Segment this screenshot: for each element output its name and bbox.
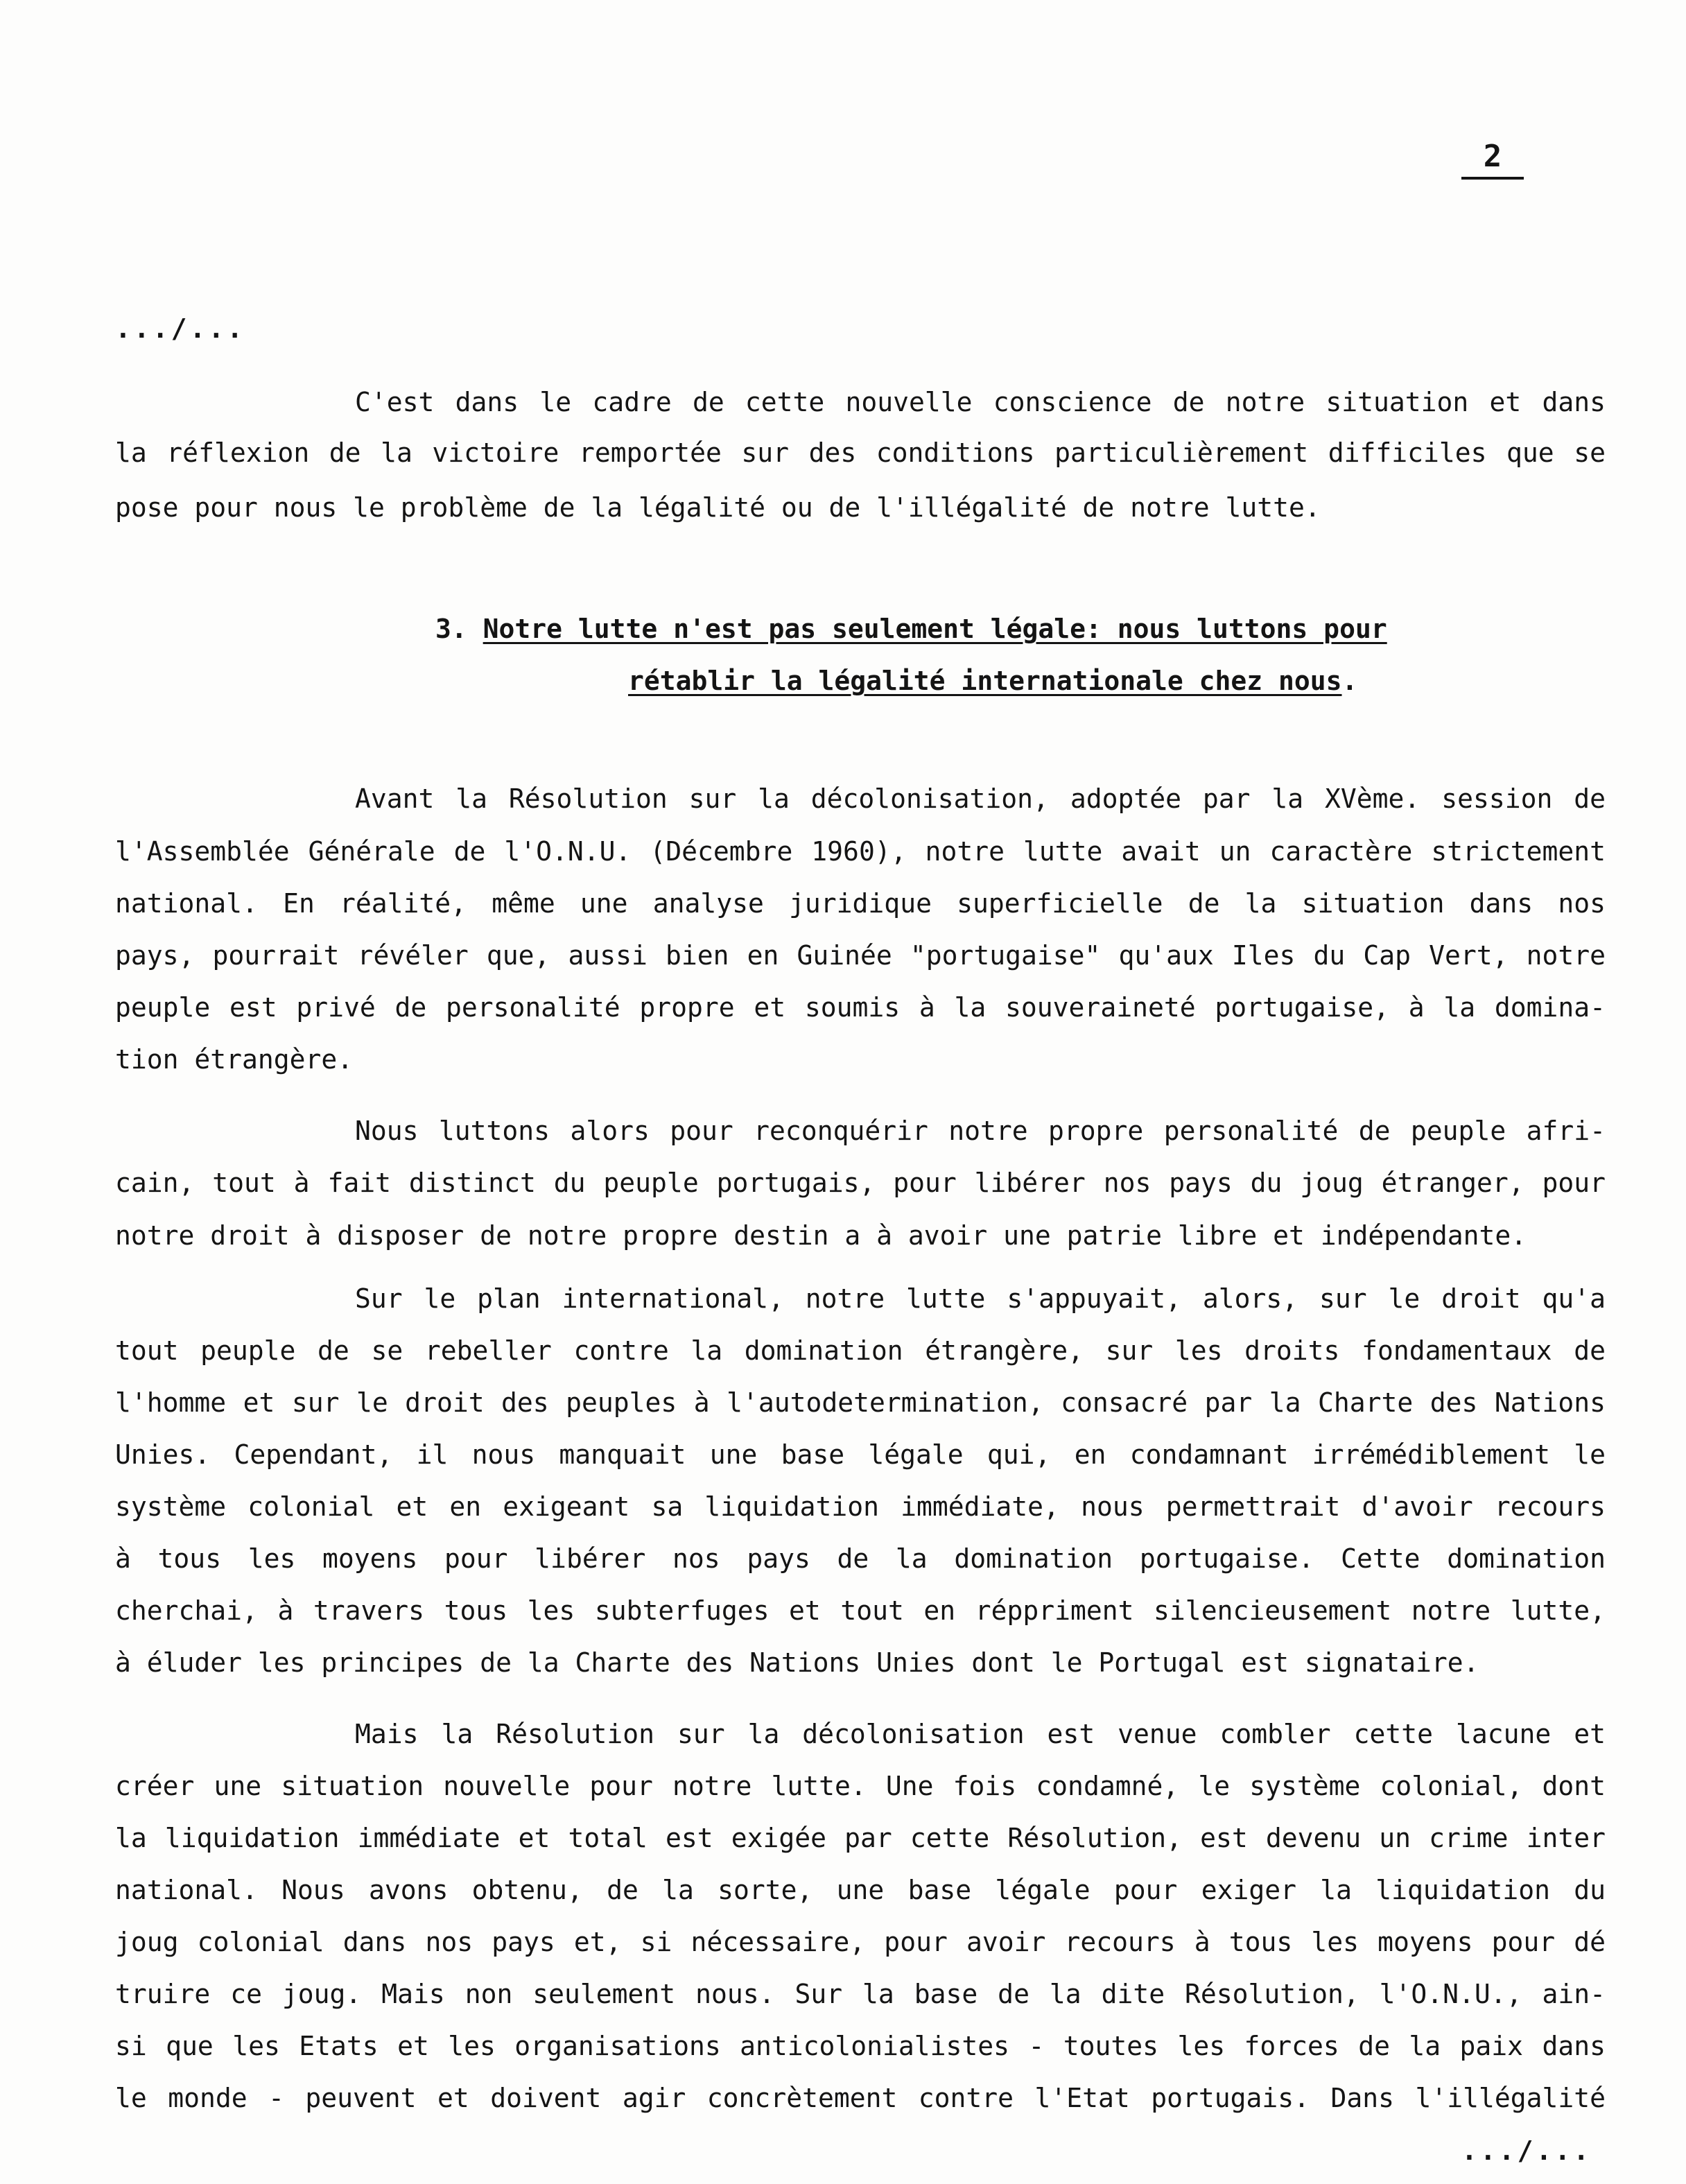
section-heading-line-2	[628, 664, 1357, 698]
section-title-part-1: Notre lutte n'est pas seulement légale: nous luttons pour	[483, 614, 1387, 644]
paragraph-line: Sur le plan international, notre lutte s'appuyait, alors, sur le droit qu'a	[355, 1283, 1606, 1314]
section-heading-line-1	[435, 612, 1387, 646]
paragraph-line: Mais la Résolution sur la décolonisation est venue combler cette lacune et	[355, 1719, 1606, 1749]
section-title-part-2: rétablir la légalité internationale chez nous	[628, 666, 1342, 696]
paragraph-line: notre droit à disposer de notre propre destin a à avoir une patrie libre et indépendante.	[115, 1220, 1527, 1251]
paragraph-line: à éluder les principes de la Charte des Nations Unies dont le Portugal est signataire.	[115, 1647, 1479, 1678]
paragraph-line: pays, pourrait révéler que, aussi bien en Guinée "portugaise" qu'aux Iles du Cap Vert, notre	[115, 940, 1606, 971]
paragraph-line: si que les Etats et les organisations anticolonialistes - toutes les forces de la paix dans	[115, 2031, 1606, 2061]
paragraph-line: cain, tout à fait distinct du peuple portugais, pour libérer nos pays du joug étranger, pour	[115, 1168, 1606, 1198]
paragraph-line: tion étrangère.	[115, 1044, 354, 1075]
paragraph-line: la liquidation immédiate et total est exigée par cette Résolution, est devenu un crime inter	[115, 1823, 1606, 1853]
paragraph-line: national. En réalité, même une analyse juridique superficielle de la situation dans nos	[115, 888, 1606, 919]
continuation-marker-top: .../...	[115, 313, 246, 344]
paragraph-line: cherchai, à travers tous les subterfuges et tout en réppriment silencieusement notre lutte,	[115, 1595, 1606, 1626]
continuation-marker-bottom: .../...	[1461, 2135, 1592, 2166]
paragraph-line: créer une situation nouvelle pour notre lutte. Une fois condamné, le système colonial, dont	[115, 1771, 1606, 1801]
paragraph-line: Unies. Cependant, il nous manquait une base légale qui, en condamnant irrémédiblement le	[115, 1439, 1606, 1470]
paragraph-line: le monde - peuvent et doivent agir concrètement contre l'Etat portugais. Dans l'illégalité	[115, 2083, 1606, 2113]
paragraph-line: tout peuple de se rebeller contre la domination étrangère, sur les droits fondamentaux de	[115, 1335, 1606, 1366]
section-title-period: .	[1341, 666, 1358, 696]
paragraph-line: la réflexion de la victoire remportée sur des conditions particulièrement difficiles que se	[115, 437, 1606, 468]
paragraph-line: pose pour nous le problème de la légalité ou de l'illégalité de notre lutte.	[115, 492, 1321, 523]
section-number: 3.	[435, 614, 467, 644]
paragraph-line: peuple est privé de personalité propre et soumis à la souveraineté portugaise, à la domina-	[115, 992, 1606, 1023]
paragraph-line: Nous luttons alors pour reconquérir notre propre personalité de peuple afri-	[355, 1116, 1606, 1146]
paragraph-line: l'homme et sur le droit des peuples à l'autodetermination, consacré par la Charte des Nations	[115, 1387, 1606, 1418]
paragraph-line: joug colonial dans nos pays et, si nécessaire, pour avoir recours à tous les moyens pour dé	[115, 1927, 1606, 1957]
paragraph-line: truire ce joug. Mais non seulement nous. Sur la base de la dite Résolution, l'O.N.U., ain-	[115, 1979, 1606, 2009]
paragraph-line: système colonial et en exigeant sa liquidation immédiate, nous permettrait d'avoir recours	[115, 1491, 1606, 1522]
paragraph-line: Avant la Résolution sur la décolonisation, adoptée par la XVème. session de	[355, 783, 1606, 814]
paragraph-line: national. Nous avons obtenu, de la sorte, une base légale pour exiger la liquidation du	[115, 1875, 1606, 1905]
paragraph-line: à tous les moyens pour libérer nos pays de la domination portugaise. Cette domination	[115, 1543, 1606, 1574]
page-number: 2	[1461, 139, 1524, 180]
paragraph-line: l'Assemblée Générale de l'O.N.U. (Décembre 1960), notre lutte avait un caractère strictement	[115, 836, 1606, 867]
paragraph-line: C'est dans le cadre de cette nouvelle conscience de notre situation et dans	[355, 387, 1606, 417]
